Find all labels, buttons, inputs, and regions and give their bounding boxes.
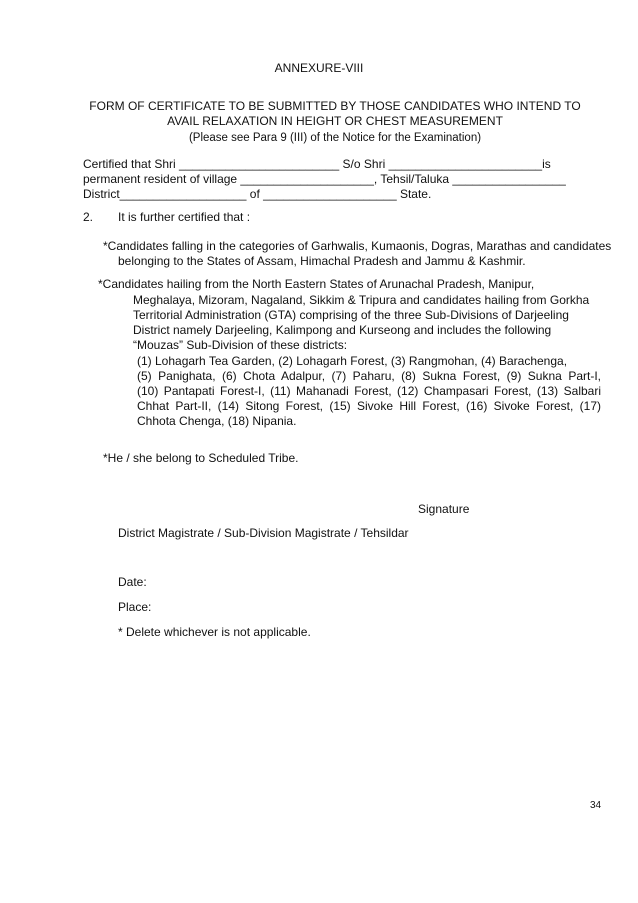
authority-label: District Magistrate / Sub-Division Magistrate / Tehsildar (118, 526, 409, 540)
place-label: Place: (118, 600, 152, 614)
certified-line2: permanent resident of village ____________________, Tehsil/Taluka _________________ (83, 172, 566, 186)
annexure-heading: ANNEXURE-VIII (274, 61, 364, 75)
form-title-line1: FORM OF CERTIFICATE TO BE SUBMITTED BY THOSE CANDIDATES WHO INTEND TO (89, 99, 581, 113)
item-text: It is further certified that : (118, 210, 251, 224)
mouzas-line2: (5) Panighata, (6) Chota Adalpur, (7) Paharu, (8) Sukna Forest, (9) Sukna Part-I, (137, 369, 601, 383)
date-label: Date: (118, 575, 147, 589)
clause2-line1: *Candidates hailing from the North Eastern States of Arunachal Pradesh, Manipur, (98, 277, 535, 291)
mouzas-line3: (10) Pantapati Forest-I, (11) Mahanadi Forest, (12) Champasari Forest, (13) Salbari (137, 384, 601, 398)
page-number: 34 (590, 800, 602, 811)
certified-line3: District___________________ of ____________________ State. (83, 187, 432, 201)
clause2-line3: Territorial Administration (GTA) comprising of the three Sub-Divisions of Darjeeling (133, 308, 569, 322)
mouzas-line5: Chhota Chenga, (18) Nipania. (137, 414, 297, 428)
clause1-line2: belonging to the States of Assam, Himachal Pradesh and Jammu & Kashmir. (118, 254, 526, 268)
form-title-line2: AVAIL RELAXATION IN HEIGHT OR CHEST MEASUREMENT (167, 114, 503, 128)
clause3: *He / she belong to Scheduled Tribe. (103, 451, 299, 465)
footnote: * Delete whichever is not applicable. (118, 625, 311, 639)
form-title-note: (Please see Para 9 (III) of the Notice for the Examination) (188, 132, 482, 144)
clause2-line5: “Mouzas” Sub-Division of these districts: (133, 338, 348, 352)
clause2-line2: Meghalaya, Mizoram, Nagaland, Sikkim & Tripura and candidates hailing from Gorkha (133, 293, 590, 307)
mouzas-line4: Chhat Part-II, (14) Sitong Forest, (15) Sivoke Hill Forest, (16) Sivoke Forest, (17) (137, 399, 601, 413)
mouzas-line1: (1) Lohagarh Tea Garden, (2) Lohagarh Forest, (3) Rangmohan, (4) Barachenga, (137, 354, 568, 368)
item-number: 2. (83, 210, 94, 224)
certified-line1: Certified that Shri ________________________ S/o Shri _______________________is (83, 157, 551, 171)
clause1-line1: *Candidates falling in the categories of Garhwalis, Kumaonis, Dogras, Marathas and candidates (103, 239, 612, 253)
clause2-line4: District namely Darjeeling, Kalimpong and Kurseong and includes the following (133, 323, 552, 337)
signature-label: Signature (418, 502, 470, 516)
